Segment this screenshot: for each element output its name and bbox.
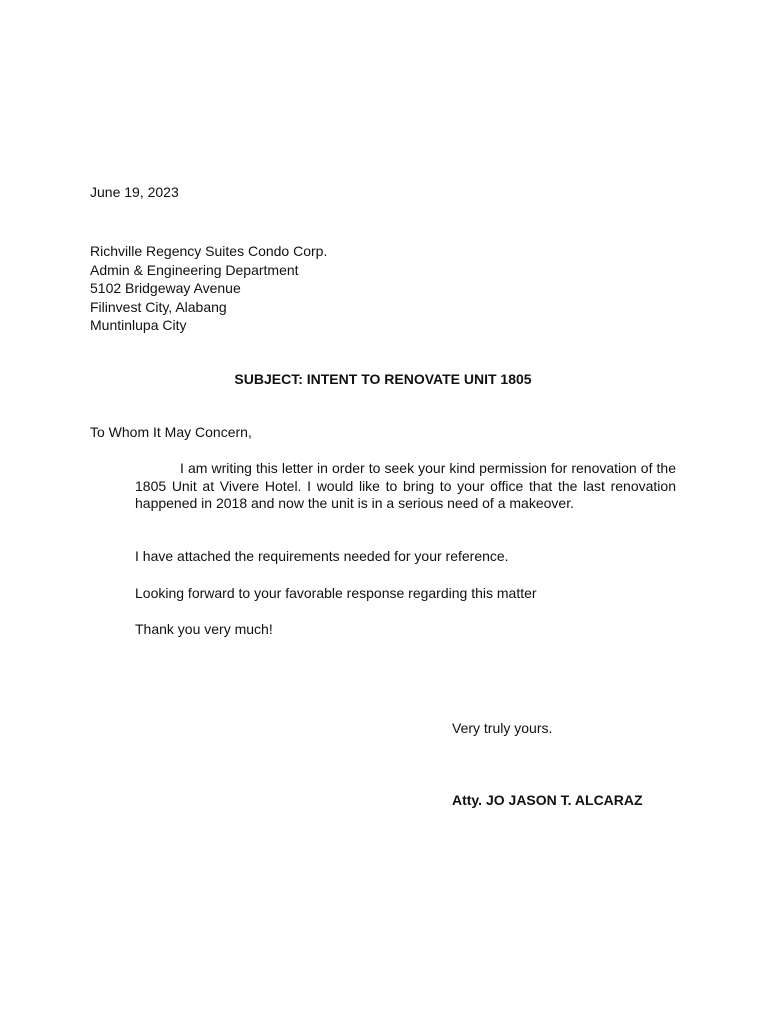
letter-closing: Very truly yours. xyxy=(452,720,553,736)
recipient-line: 5102 Bridgeway Avenue xyxy=(90,280,241,297)
recipient-line: Admin & Engineering Department xyxy=(90,261,299,278)
recipient-line: Muntinlupa City xyxy=(90,317,187,334)
letter-subject: SUBJECT: INTENT TO RENOVATE UNIT 1805 xyxy=(234,371,532,387)
recipient-line: Richville Regency Suites Condo Corp. xyxy=(90,243,328,259)
body-paragraph: I am writing this letter in order to seek your kind permission for renovation of the 1805 Unit at Vivere Hotel. I would like to bring to your office that the last renovation happened in 2018 and now the unit is in a serious need of a makeover. xyxy=(135,460,676,511)
body-paragraph: Looking forward to your favorable response regarding this matter xyxy=(135,585,537,601)
letter-signatory: Atty. JO JASON T. ALCARAZ xyxy=(452,792,643,808)
body-paragraph: Thank you very much! xyxy=(135,621,273,637)
recipient-address xyxy=(90,242,327,335)
letter-date: June 19, 2023 xyxy=(90,184,179,200)
body-paragraph: I have attached the requirements needed for your reference. xyxy=(135,548,509,564)
letter-salutation: To Whom It May Concern, xyxy=(90,424,252,440)
recipient-line: Filinvest City, Alabang xyxy=(90,298,227,315)
